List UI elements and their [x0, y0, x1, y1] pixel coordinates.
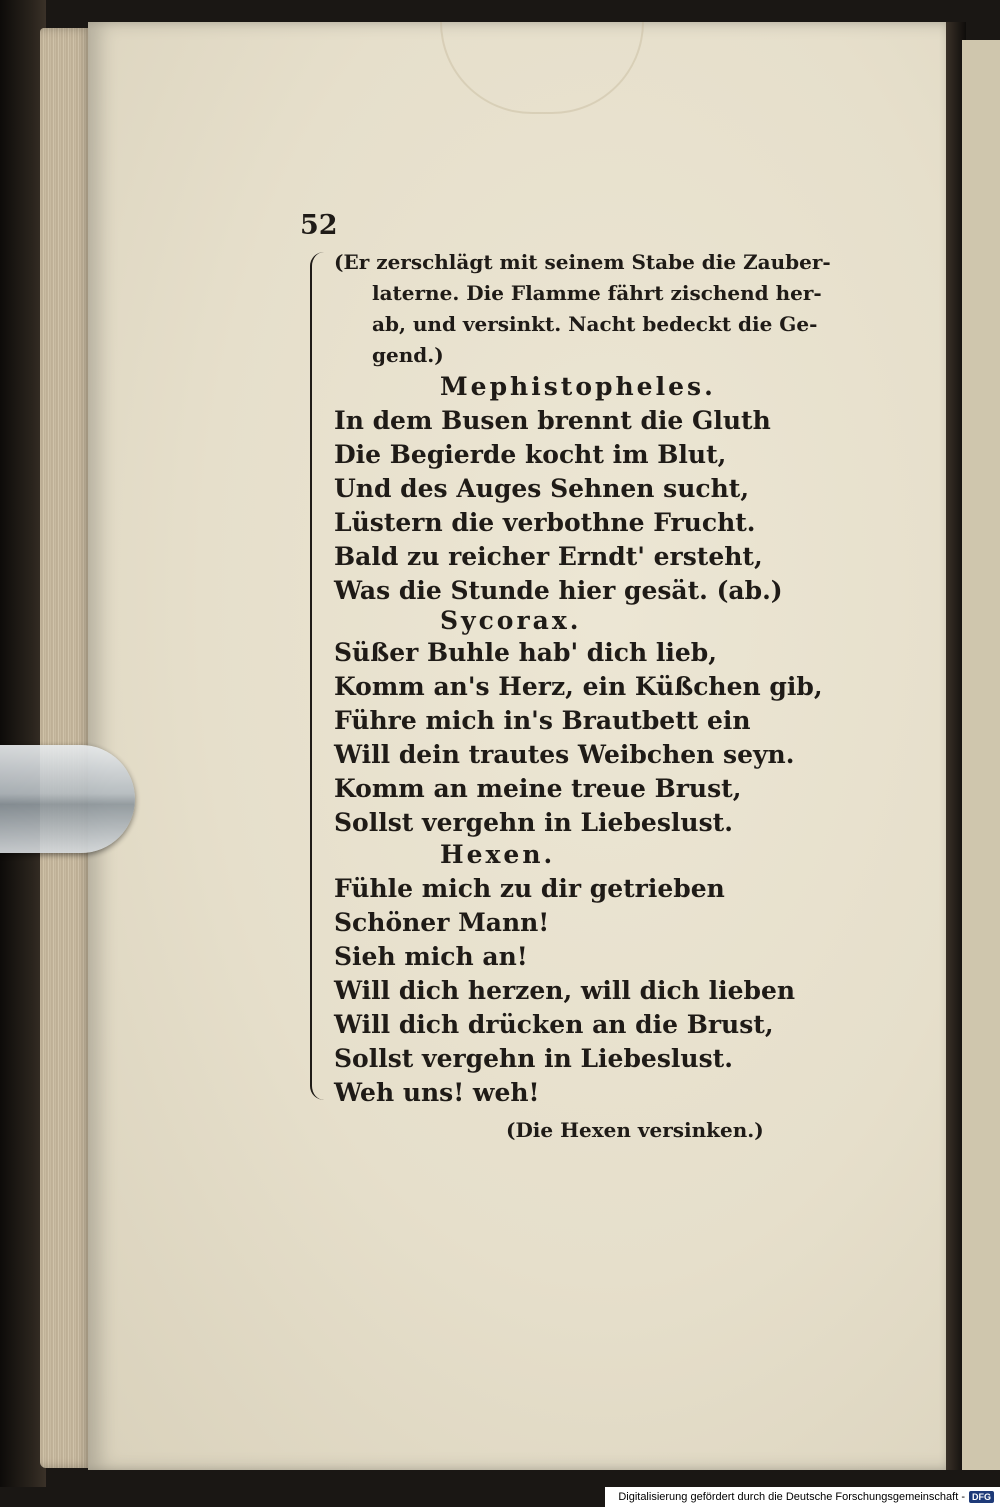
stage-direction-exit: (Die Hexen versinken.) [506, 1118, 764, 1142]
verse-line: Komm an meine treue Brust, [334, 774, 742, 803]
verse-line: Schöner Mann! [334, 908, 550, 937]
scene-bracket [310, 252, 326, 1100]
book-clip-icon [0, 745, 135, 853]
verse-line: Will dein trautes Weibchen seyn. [334, 740, 795, 769]
page-number: 52 [300, 210, 338, 241]
verse-line: Sollst vergehn in Liebeslust. [334, 808, 733, 837]
verse-line: Weh uns! weh! [334, 1078, 540, 1107]
facing-page-edge [962, 40, 1000, 1470]
verse-line: Komm an's Herz, ein Küßchen gib, [334, 672, 823, 701]
verse-line: Süßer Buhle hab' dich lieb, [334, 638, 717, 667]
credit-text: Digitalisierung gefördert durch die Deutsche Forschungsgemeinschaft - [618, 1491, 965, 1503]
verse-line: Führe mich in's Brautbett ein [334, 706, 751, 735]
stage-direction-line: (Er zerschlägt mit seinem Stabe die Zauber- [334, 250, 831, 274]
verse-line: Was die Stunde hier gesät. (ab.) [334, 576, 783, 605]
stage-direction-line: ab, und versinkt. Nacht bedeckt die Ge- [372, 312, 818, 336]
stage-direction-line: laterne. Die Flamme fährt zischend her- [372, 281, 822, 305]
verse-line: Sollst vergehn in Liebeslust. [334, 1044, 733, 1073]
speaker-heading: Hexen. [440, 840, 556, 869]
verse-line: Will dich herzen, will dich lieben [334, 976, 796, 1005]
verse-line: Und des Auges Sehnen sucht, [334, 474, 750, 503]
verse-line: Will dich drücken an die Brust, [334, 1010, 774, 1039]
speaker-heading: Mephistopheles. [440, 372, 716, 401]
verse-line: Die Begierde kocht im Blut, [334, 440, 727, 469]
verse-line: Sieh mich an! [334, 942, 528, 971]
verse-line: Bald zu reicher Erndt' ersteht, [334, 542, 763, 571]
digitization-credit [605, 1487, 1000, 1507]
dfg-logo-icon: DFG [969, 1491, 994, 1503]
stage-direction-line: gend.) [372, 343, 444, 367]
verse-line: In dem Busen brennt die Gluth [334, 406, 771, 435]
verse-line: Fühle mich zu dir getrieben [334, 874, 725, 903]
verse-line: Lüstern die verbothne Frucht. [334, 508, 756, 537]
speaker-heading: Sycorax. [440, 606, 582, 635]
